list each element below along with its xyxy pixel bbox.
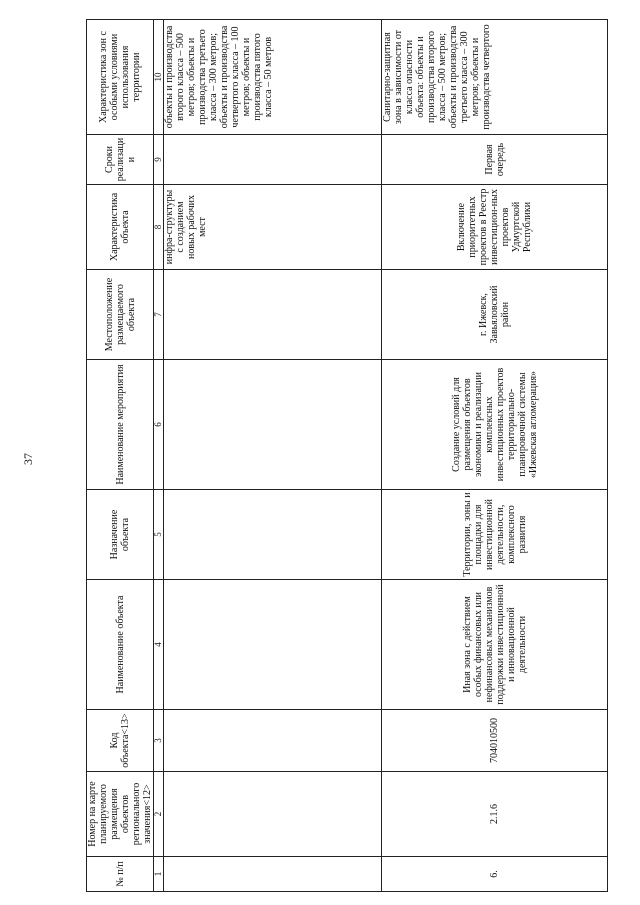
column-number-row <box>154 20 164 892</box>
column-number: 3 <box>154 710 164 772</box>
column-number: 10 <box>154 20 164 135</box>
rotated-table-container <box>86 20 594 892</box>
header-cell: Характеристика объекта <box>87 185 154 270</box>
table-rotation-frame <box>86 20 594 892</box>
table-row <box>382 20 608 892</box>
header-cell: Назначение объекта <box>87 490 154 580</box>
objects-table <box>86 19 608 892</box>
table-cell <box>164 270 382 360</box>
header-cell: Характеристика зон с особыми условиями использования территории <box>87 20 154 135</box>
page-number: 37 <box>21 453 35 465</box>
column-number: 1 <box>154 857 164 892</box>
continuation-row <box>164 20 382 892</box>
header-cell: Номер на карте планируемого размещения объектов регионального значения<12> <box>87 772 154 857</box>
table-cell: объекты и производства второго класса – 500 метров; объекты и производства третьего класса – 300 метров; объекты и производства четвертого класса – 100 метров; объекты и производства пятого класса – 50 метров <box>164 20 382 135</box>
row-number: 6. <box>382 857 608 892</box>
column-number: 4 <box>154 580 164 710</box>
column-number: 2 <box>154 772 164 857</box>
table-cell <box>164 857 382 892</box>
column-number: 7 <box>154 270 164 360</box>
header-cell: № п/п <box>87 857 154 892</box>
column-number: 8 <box>154 185 164 270</box>
table-cell <box>164 772 382 857</box>
header-cell: Наименование объекта <box>87 580 154 710</box>
implementation-deadline: Первая очередь <box>382 135 608 185</box>
object-name: Иная зона с действием особых финансовых или нефинансовых механизмов поддержки инвестиционной и инновационной деятельности <box>382 580 608 710</box>
table-cell <box>164 360 382 490</box>
table-cell <box>164 710 382 772</box>
event-name: Создание условий для размещения объектов экономики и реализации комплексных инвестиционных проектов территориально-планировочной системы «Ижевская агломерация» <box>382 360 608 490</box>
header-cell: Сроки реализации <box>87 135 154 185</box>
object-location: г. Ижевск, Завьяловский район <box>382 270 608 360</box>
object-code: 704010500 <box>382 710 608 772</box>
table-cell <box>164 490 382 580</box>
object-purpose: Территории, зоны и площадки для инвестиционной деятельности, комплексного развития <box>382 490 608 580</box>
column-number: 9 <box>154 135 164 185</box>
header-cell: Код объекта<13> <box>87 710 154 772</box>
header-row <box>87 20 154 892</box>
object-characteristic: Включение приоритетных проектов в Реестр инвестицион-ных проектов Удмуртской Республики <box>382 185 608 270</box>
map-number: 2.1.6 <box>382 772 608 857</box>
table-cell: инфра-структуры с созданием новых рабочих мест <box>164 185 382 270</box>
table-cell <box>164 580 382 710</box>
header-cell: Местоположение размещаемого объекта <box>87 270 154 360</box>
column-number: 5 <box>154 490 164 580</box>
column-number: 6 <box>154 360 164 490</box>
table-cell <box>164 135 382 185</box>
header-cell: Наименование мероприятия <box>87 360 154 490</box>
zone-characteristic: Санитарно-защитная зона в зависимости от класса опасности объекта: объекты и производства второго класса – 500 метров; объекты и производства третьего класса – 300 метров; объекты и производства четвертого <box>382 20 608 135</box>
